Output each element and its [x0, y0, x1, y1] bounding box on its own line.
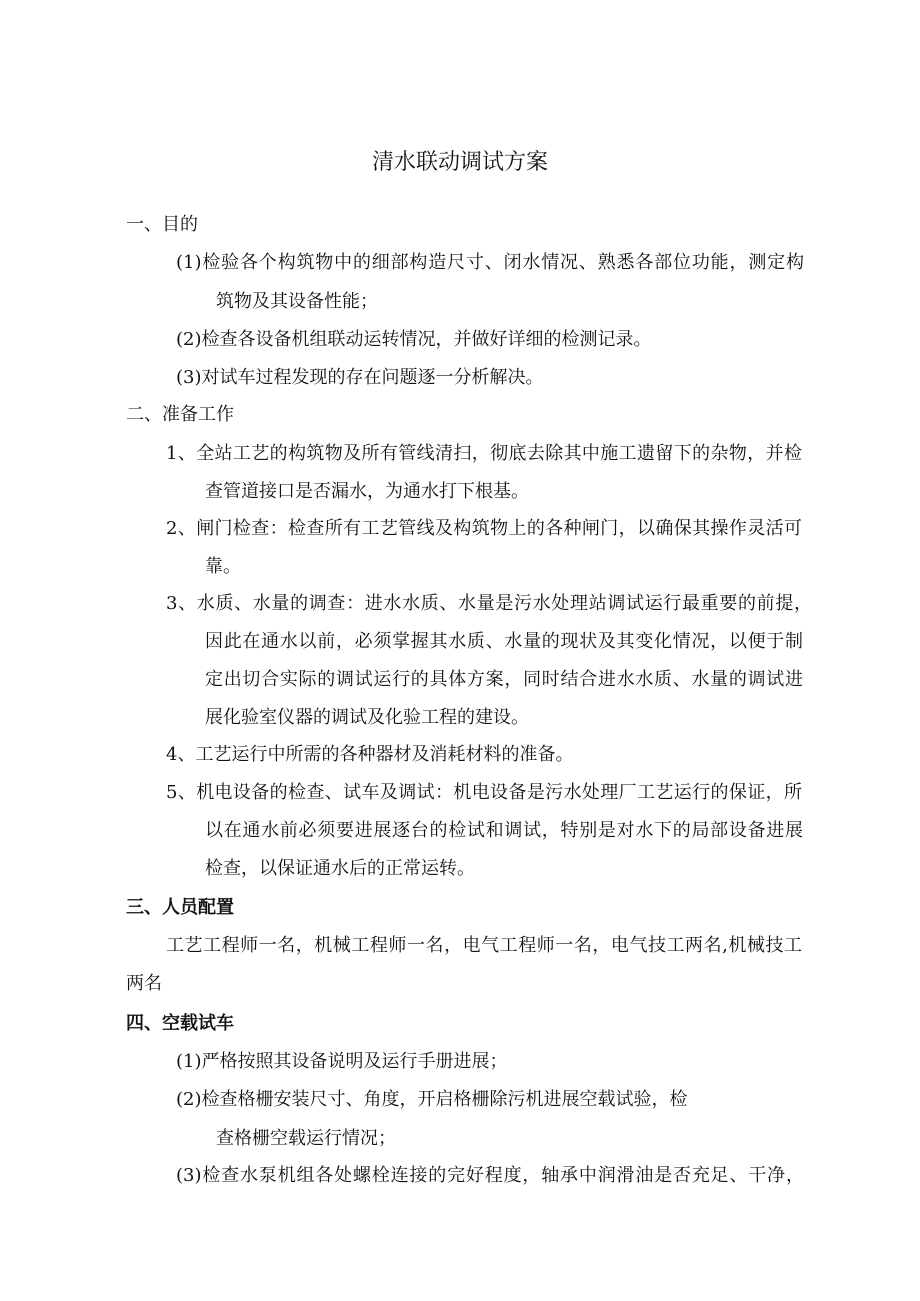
no-load-test-item-2-line-2: 查格栅空载运行情况； [216, 1128, 396, 1149]
preparation-item-3-line-1: 3、水质、水量的调查：进水水质、水量是污水处理站调试运行最重要的前提， [166, 593, 812, 614]
section-heading-preparation: 二、准备工作 [126, 404, 234, 425]
document-title: 清水联动调试方案 [371, 150, 548, 175]
purpose-item-2: (2)检查各设备机组联动运转情况，并做好详细的检测记录。 [176, 329, 652, 350]
preparation-item-4: 4、工艺运行中所需的各种器材及消耗材料的准备。 [166, 744, 574, 765]
purpose-item-3: (3)对试车过程发现的存在问题逐一分析解决。 [176, 367, 544, 388]
preparation-item-5-line-1: 5、机电设备的检查、试车及调试：机电设备是污水处理厂工艺运行的保证，所 [166, 782, 802, 803]
preparation-item-1-line-2: 查管道接口是否漏水，为通水打下根基。 [205, 481, 529, 502]
no-load-test-item-2-line-1: (2)检查格栅安装尺寸、角度，开启格栅除污机进展空载试验，检 [176, 1089, 688, 1110]
staffing-text-line-1: 工艺工程师一名，机械工程师一名，电气工程师一名，电气技工两名,机械技工 [166, 935, 802, 956]
section-heading-purpose: 一、目的 [126, 214, 198, 235]
purpose-item-1-line-1: (1)检验各个构筑物中的细部构造尺寸、闭水情况、熟悉各部位功能，测定构 [176, 252, 804, 273]
preparation-item-5-line-2: 以在通水前必须要进展逐台的检试和调试，特别是对水下的局部设备进展 [205, 820, 803, 841]
preparation-item-3-line-2: 因此在通水以前，必须掌握其水质、水量的现状及其变化情况，以便于制 [205, 631, 803, 652]
preparation-item-2-line-1: 2、闸门检查：检查所有工艺管线及构筑物上的各种闸门，以确保其操作灵活可 [166, 518, 802, 539]
section-heading-no-load-test: 四、空载试车 [126, 1013, 234, 1034]
preparation-item-3-line-4: 展化验室仪器的调试及化验工程的建设。 [205, 707, 529, 728]
preparation-item-3-line-3: 定出切合实际的调试运行的具体方案，同时结合进水水质、水量的调试进 [205, 669, 803, 690]
staffing-text-line-2: 两名 [126, 973, 162, 994]
preparation-item-5-line-3: 检查，以保证通水后的正常运转。 [205, 858, 475, 879]
section-heading-staffing: 三、人员配置 [126, 897, 234, 918]
preparation-item-2-line-2: 靠。 [205, 556, 241, 577]
no-load-test-item-3-line-1: (3)检查水泵机组各处螺栓连接的完好程度，轴承中润滑油是否充足、干净， [176, 1165, 804, 1186]
no-load-test-item-1: (1)严格按照其设备说明及运行手册进展； [176, 1051, 508, 1072]
purpose-item-1-line-2: 筑物及其设备性能； [216, 291, 378, 312]
preparation-item-1-line-1: 1、全站工艺的构筑物及所有管线清扫，彻底去除其中施工遗留下的杂物，并检 [166, 443, 802, 464]
